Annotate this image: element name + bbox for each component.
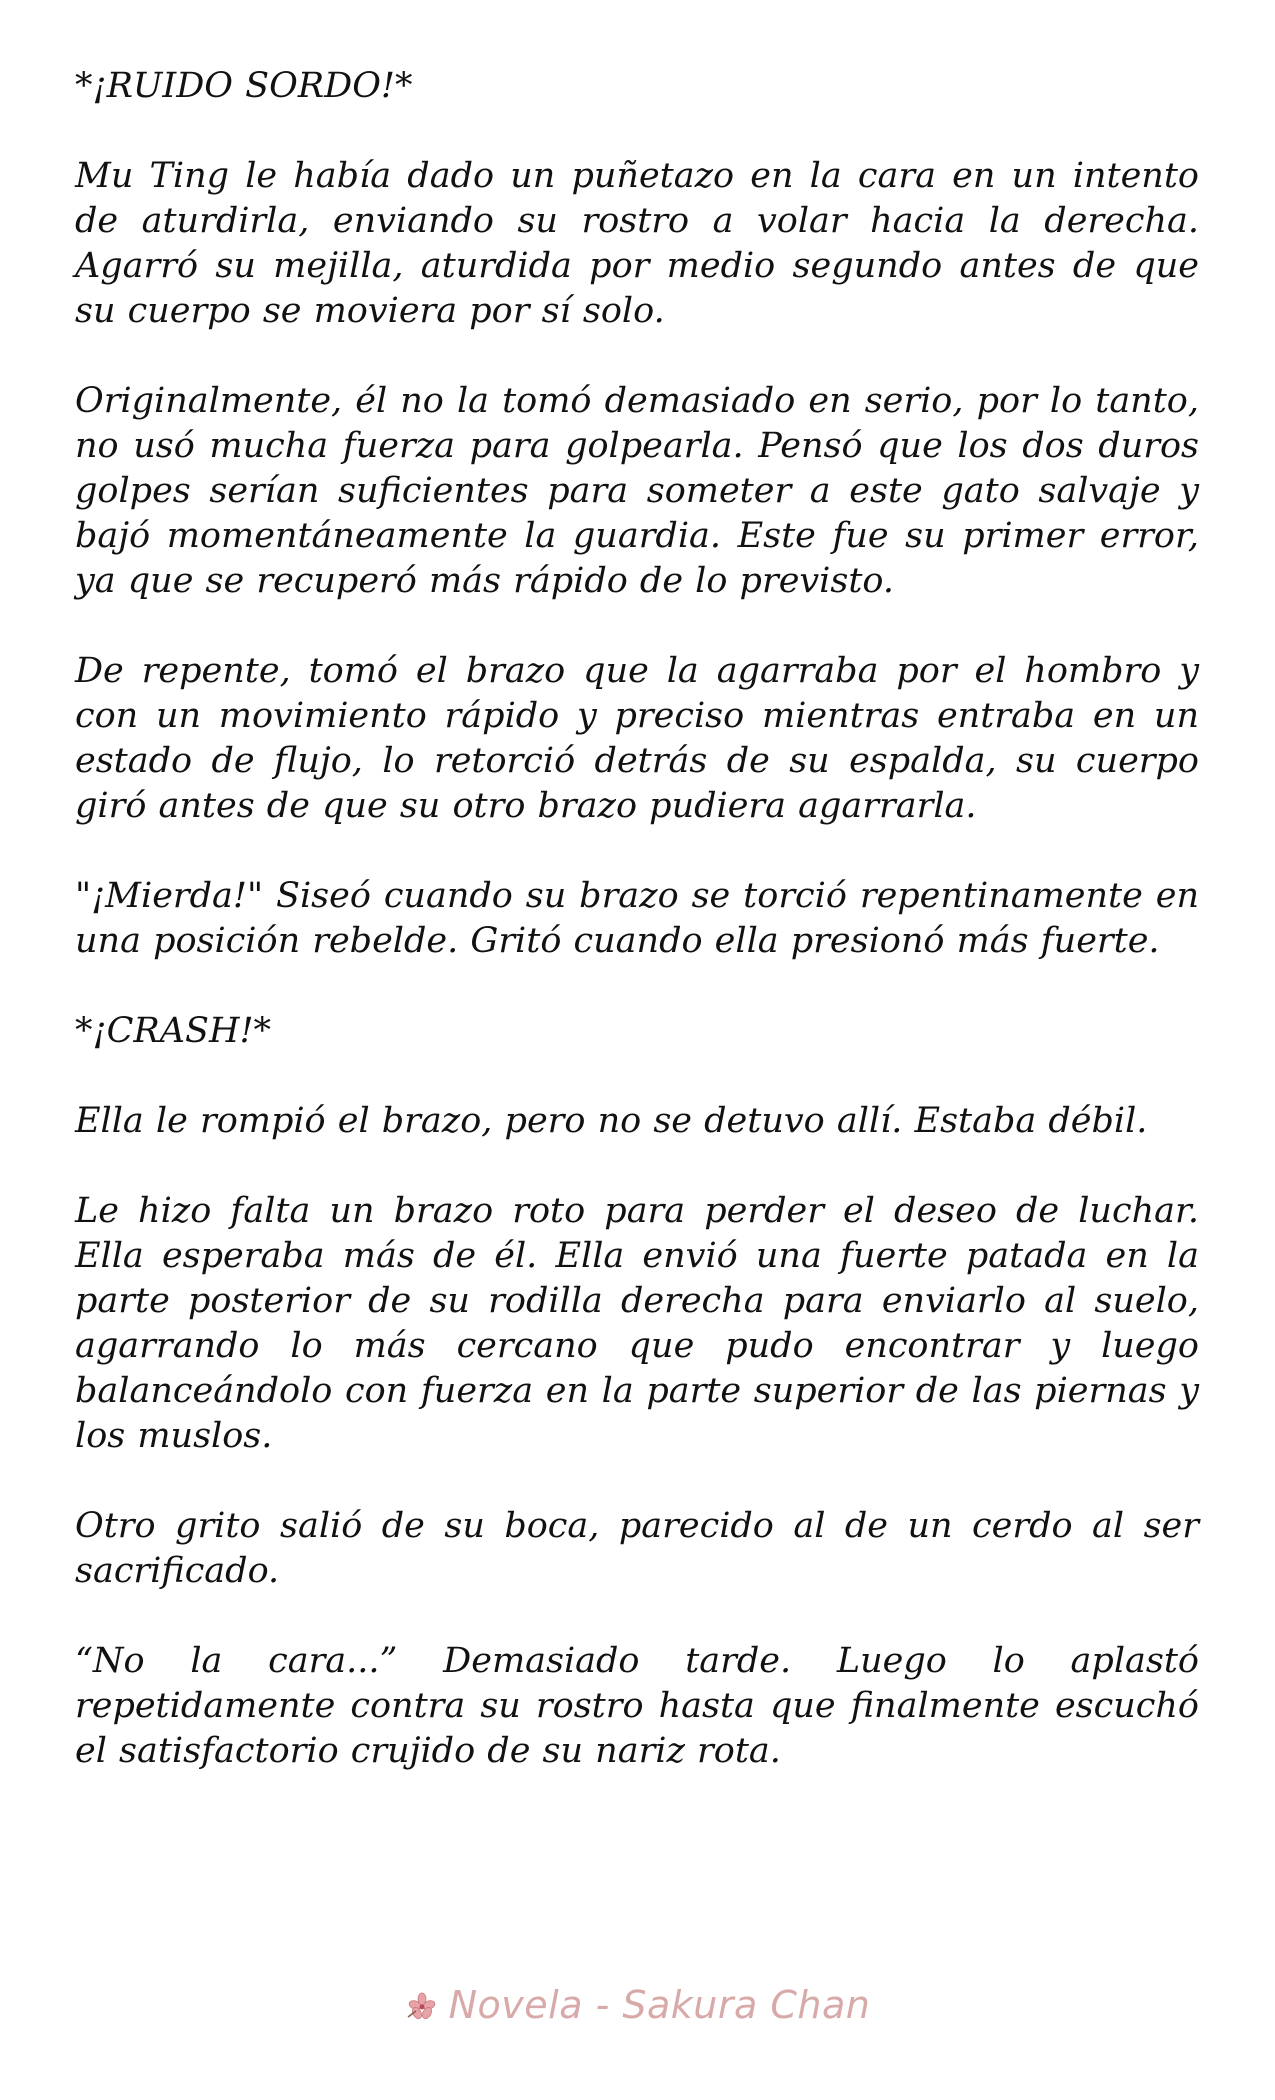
sakura-flower-icon	[405, 1983, 439, 2033]
paragraph: Mu Ting le había dado un puñetazo en la cara en un intento de aturdirla, enviando su rostro a volar hacia la derecha. Agarró su mejilla, aturdida por medio segundo antes de que su cuerpo se moviera por sí solo.	[75, 156, 1199, 331]
paragraph: Ella le rompió el brazo, pero no se detuvo allí. Estaba débil.	[75, 1101, 1148, 1141]
paragraph: Originalmente, él no la tomó demasiado en serio, por lo tanto, no usó mucha fuerza para golpearla. Pensó que los dos duros golpes serían suficientes para someter a este gato salvaje y bajó momentáneamente la guardia. Este fue su primer error, ya que se recuperó más rápido de lo previsto.	[75, 381, 1199, 601]
watermark-text: Novela - Sakura Chan	[448, 1983, 871, 2027]
paragraph: Otro grito salió de su boca, parecido al de un cerdo al ser sacrificado.	[75, 1506, 1199, 1591]
paragraph: Le hizo falta un brazo roto para perder el deseo de luchar. Ella esperaba más de él. Ella envió una fuerte patada en la parte posterior de su rodilla derecha para enviarlo al suelo, agarrando lo más cercano que pudo encontrar y luego balanceándolo con fuerza en la parte superior de las piernas y los muslos.	[75, 1191, 1199, 1456]
paragraph: “No la cara...” Demasiado tarde. Luego lo aplastó repetidamente contra su rostro hasta que finalmente escuchó el satisfactorio crujido de su nariz rota.	[75, 1641, 1199, 1771]
document-body	[75, 64, 1199, 1819]
paragraph-sound-effect-crash: *¡CRASH!*	[75, 1011, 272, 1051]
watermark	[0, 1980, 1275, 2033]
paragraph: "¡Mierda!" Siseó cuando su brazo se torció repentinamente en una posición rebelde. Gritó cuando ella presionó más fuerte.	[75, 876, 1199, 961]
paragraph: De repente, tomó el brazo que la agarraba por el hombro y con un movimiento rápido y preciso mientras entraba en un estado de flujo, lo retorció detrás de su espalda, su cuerpo giró antes de que su otro brazo pudiera agarrarla.	[75, 651, 1199, 826]
paragraph-sound-effect-thud: *¡RUIDO SORDO!*	[75, 66, 413, 106]
